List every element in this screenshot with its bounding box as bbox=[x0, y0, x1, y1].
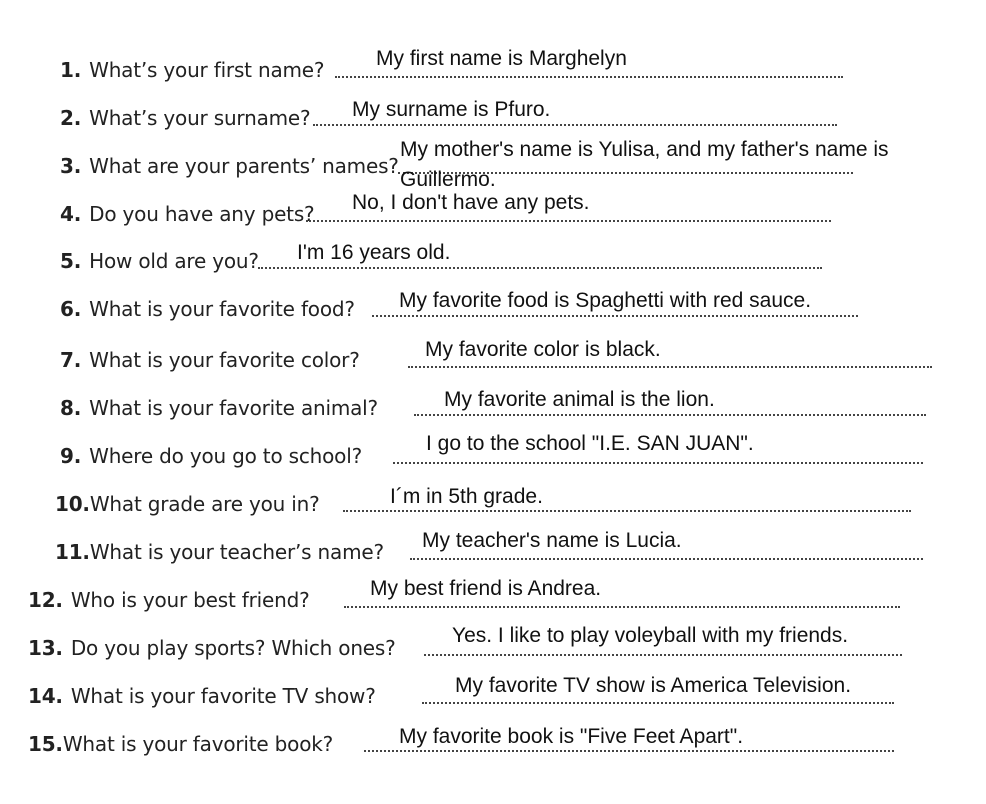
question-label-14: What is your favorite TV show? bbox=[70, 684, 376, 708]
question-row-14 bbox=[28, 668, 908, 708]
question-label-15: What is your favorite book? bbox=[62, 732, 334, 756]
question-number-14: 14. bbox=[28, 684, 63, 708]
answer-line-10 bbox=[343, 510, 911, 512]
question-label-7: What is your favorite color? bbox=[89, 348, 360, 372]
answer-text-9: I go to the school "I.E. SAN JUAN". bbox=[426, 432, 754, 455]
question-label-5: How old are you? bbox=[89, 249, 259, 273]
answer-text-14: My favorite TV show is America Television. bbox=[455, 674, 852, 697]
answer-line-9 bbox=[393, 462, 923, 464]
answer-text-12: My best friend is Andrea. bbox=[370, 577, 602, 600]
question-row-8 bbox=[60, 380, 930, 420]
question-label-4: Do you have any pets? bbox=[89, 202, 315, 226]
answer-line-7 bbox=[408, 366, 932, 368]
answer-text-7: My favorite color is black. bbox=[425, 338, 661, 361]
answer-text-11: My teacher's name is Lucia. bbox=[422, 529, 682, 552]
question-number-13: 13. bbox=[28, 636, 63, 660]
question-number-2: 2. bbox=[60, 106, 82, 130]
question-row-6 bbox=[60, 281, 870, 321]
answer-line-15 bbox=[364, 750, 894, 752]
answer-text-10: I´m in 5th grade. bbox=[390, 485, 543, 508]
question-number-5: 5. bbox=[60, 249, 82, 273]
question-text-3 bbox=[60, 154, 399, 178]
question-text-11 bbox=[55, 540, 384, 564]
question-row-1 bbox=[60, 42, 850, 82]
answer-line-4 bbox=[306, 220, 831, 222]
answer-text-6: My favorite food is Spaghetti with red sauce. bbox=[399, 289, 812, 312]
question-row-5 bbox=[60, 233, 830, 273]
question-text-8 bbox=[60, 396, 378, 420]
answer-text-8: My favorite animal is the lion. bbox=[444, 388, 715, 411]
question-label-2: What’s your surname? bbox=[89, 106, 311, 130]
answer-line-11 bbox=[410, 558, 923, 560]
answer-text-3: My mother's name is Yulisa, and my father's name is Guillermo. bbox=[400, 138, 889, 191]
question-number-9: 9. bbox=[60, 444, 82, 468]
question-number-3: 3. bbox=[60, 154, 82, 178]
question-row-13 bbox=[28, 620, 908, 660]
answer-line-12 bbox=[344, 606, 900, 608]
answer-text-4: No, I don't have any pets. bbox=[352, 191, 590, 214]
answer-line-1 bbox=[335, 76, 843, 78]
question-row-2 bbox=[60, 90, 850, 130]
question-text-14 bbox=[28, 684, 376, 708]
answer-line-2 bbox=[313, 124, 837, 126]
question-label-3: What are your parents’ names? bbox=[89, 154, 399, 178]
question-text-10 bbox=[55, 492, 320, 516]
question-label-6: What is your favorite food? bbox=[89, 297, 355, 321]
question-row-15 bbox=[28, 716, 908, 756]
question-row-9 bbox=[60, 428, 925, 468]
question-text-13 bbox=[28, 636, 396, 660]
question-row-10 bbox=[55, 476, 915, 516]
question-text-9 bbox=[60, 444, 362, 468]
question-row-12 bbox=[28, 572, 908, 612]
question-text-15 bbox=[28, 732, 333, 756]
question-text-7 bbox=[60, 348, 360, 372]
question-number-7: 7. bbox=[60, 348, 82, 372]
question-number-12: 12. bbox=[28, 588, 63, 612]
question-number-6: 6. bbox=[60, 297, 82, 321]
answer-line-8 bbox=[414, 414, 926, 416]
question-number-4: 4. bbox=[60, 202, 82, 226]
question-label-12: Who is your best friend? bbox=[70, 588, 310, 612]
question-text-4 bbox=[60, 202, 314, 226]
question-row-11 bbox=[55, 524, 925, 564]
question-number-15: 15. bbox=[28, 732, 63, 756]
answer-text-15: My favorite book is "Five Feet Apart". bbox=[399, 725, 744, 748]
answer-line-13 bbox=[424, 654, 902, 656]
question-number-1: 1. bbox=[60, 58, 82, 82]
question-label-8: What is your favorite animal? bbox=[89, 396, 378, 420]
question-label-9: Where do you go to school? bbox=[89, 444, 362, 468]
question-text-2 bbox=[60, 106, 310, 130]
answer-text-13: Yes. I like to play voleyball with my friends. bbox=[452, 624, 849, 647]
question-label-11: What is your teacher’s name? bbox=[89, 540, 384, 564]
question-row-7 bbox=[60, 332, 935, 372]
answer-text-2: My surname is Pfuro. bbox=[352, 98, 551, 121]
question-number-10: 10. bbox=[55, 492, 90, 516]
question-text-5 bbox=[60, 249, 259, 273]
answer-text-5: I'm 16 years old. bbox=[297, 241, 451, 264]
question-label-1: What’s your first name? bbox=[89, 58, 325, 82]
question-number-8: 8. bbox=[60, 396, 82, 420]
question-label-13: Do you play sports? Which ones? bbox=[70, 636, 396, 660]
question-text-12 bbox=[28, 588, 309, 612]
answer-text-1: My first name is Marghelyn bbox=[376, 47, 627, 70]
answer-line-14 bbox=[422, 702, 894, 704]
question-text-1 bbox=[60, 58, 324, 82]
question-text-6 bbox=[60, 297, 355, 321]
answer-line-5 bbox=[258, 267, 822, 269]
question-number-11: 11. bbox=[55, 540, 90, 564]
question-label-10: What grade are you in? bbox=[89, 492, 320, 516]
question-row-3 bbox=[60, 138, 889, 191]
answer-line-6 bbox=[372, 315, 858, 317]
question-row-4 bbox=[60, 186, 840, 226]
